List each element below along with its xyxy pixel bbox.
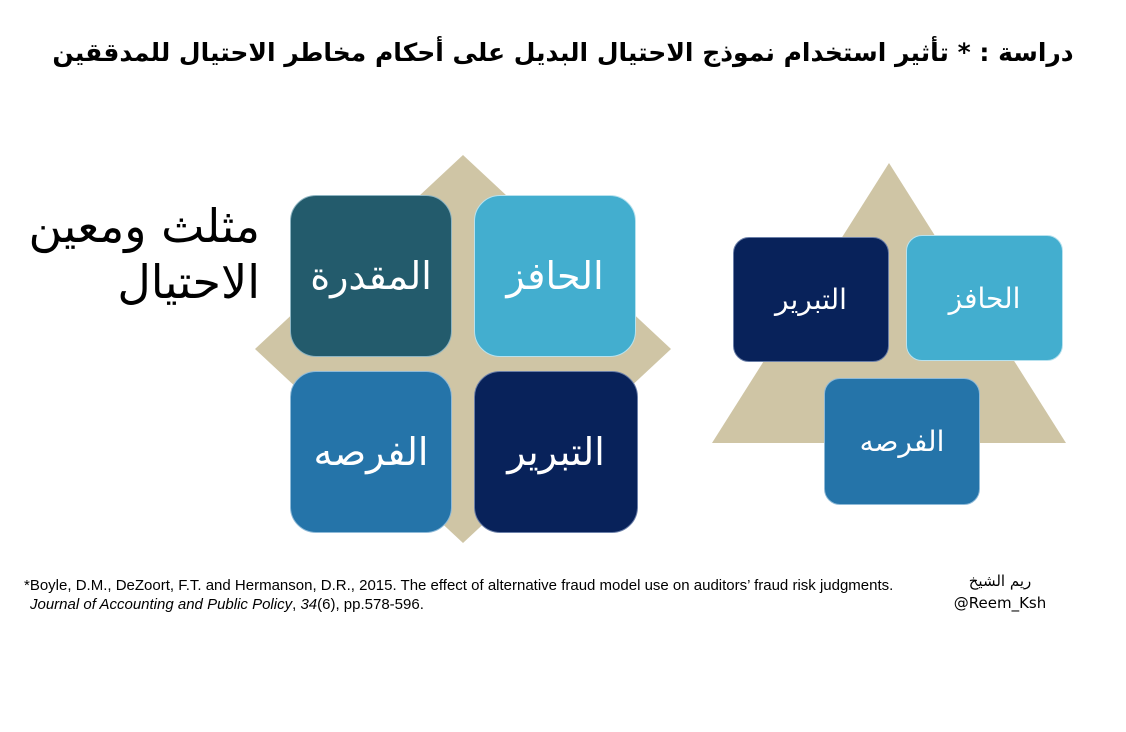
diamond-tile-incentive-label: الحافز <box>506 254 604 298</box>
side-label-line-2: الاحتيال <box>117 255 260 309</box>
diamond-tile-rationalization-label: التبرير <box>507 430 605 474</box>
author-name: ريم الشيخ <box>968 572 1032 590</box>
citation-issue-pages: (6), pp.578-596. <box>317 596 424 613</box>
side-label <box>20 198 260 310</box>
diamond-tile-incentive <box>474 195 636 357</box>
author-handle: @Reem_Ksh <box>953 594 1047 612</box>
citation <box>24 576 964 614</box>
diamond-tile-rationalization <box>474 371 638 533</box>
side-label-line-1: مثلث ومعين <box>28 199 260 253</box>
citation-line-2: Journal of Accounting and Public Policy, 34(6), pp.578-596. <box>30 596 424 613</box>
citation-line-1: *Boyle, D.M., DeZoort, F.T. and Hermanson, D.R., 2015. The effect of alternative fraud model use on auditors’ fraud risk judgments. <box>24 577 894 594</box>
slide-title: دراسة : * تأثير استخدام نموذج الاحتيال البديل على أحكام مخاطر الاحتيال للمدققين <box>52 38 1074 67</box>
triangle-tile-incentive-label: الحافز <box>948 281 1021 315</box>
citation-journal: Journal of Accounting and Public Policy <box>30 596 293 613</box>
diamond-tile-capability <box>290 195 452 357</box>
triangle-tile-rationalization-label: التبرير <box>775 283 847 316</box>
triangle-tile-opportunity-label: الفرصه <box>859 425 945 458</box>
triangle-tile-rationalization <box>733 237 889 362</box>
citation-volume: 34 <box>300 596 318 613</box>
diamond-tile-opportunity <box>290 371 452 533</box>
author-credit <box>945 570 1055 614</box>
diamond-tile-opportunity-label: الفرصه <box>313 430 429 474</box>
triangle-tile-opportunity <box>824 378 980 505</box>
triangle-tile-incentive <box>906 235 1063 361</box>
diamond-tile-capability-label: المقدرة <box>310 254 432 298</box>
